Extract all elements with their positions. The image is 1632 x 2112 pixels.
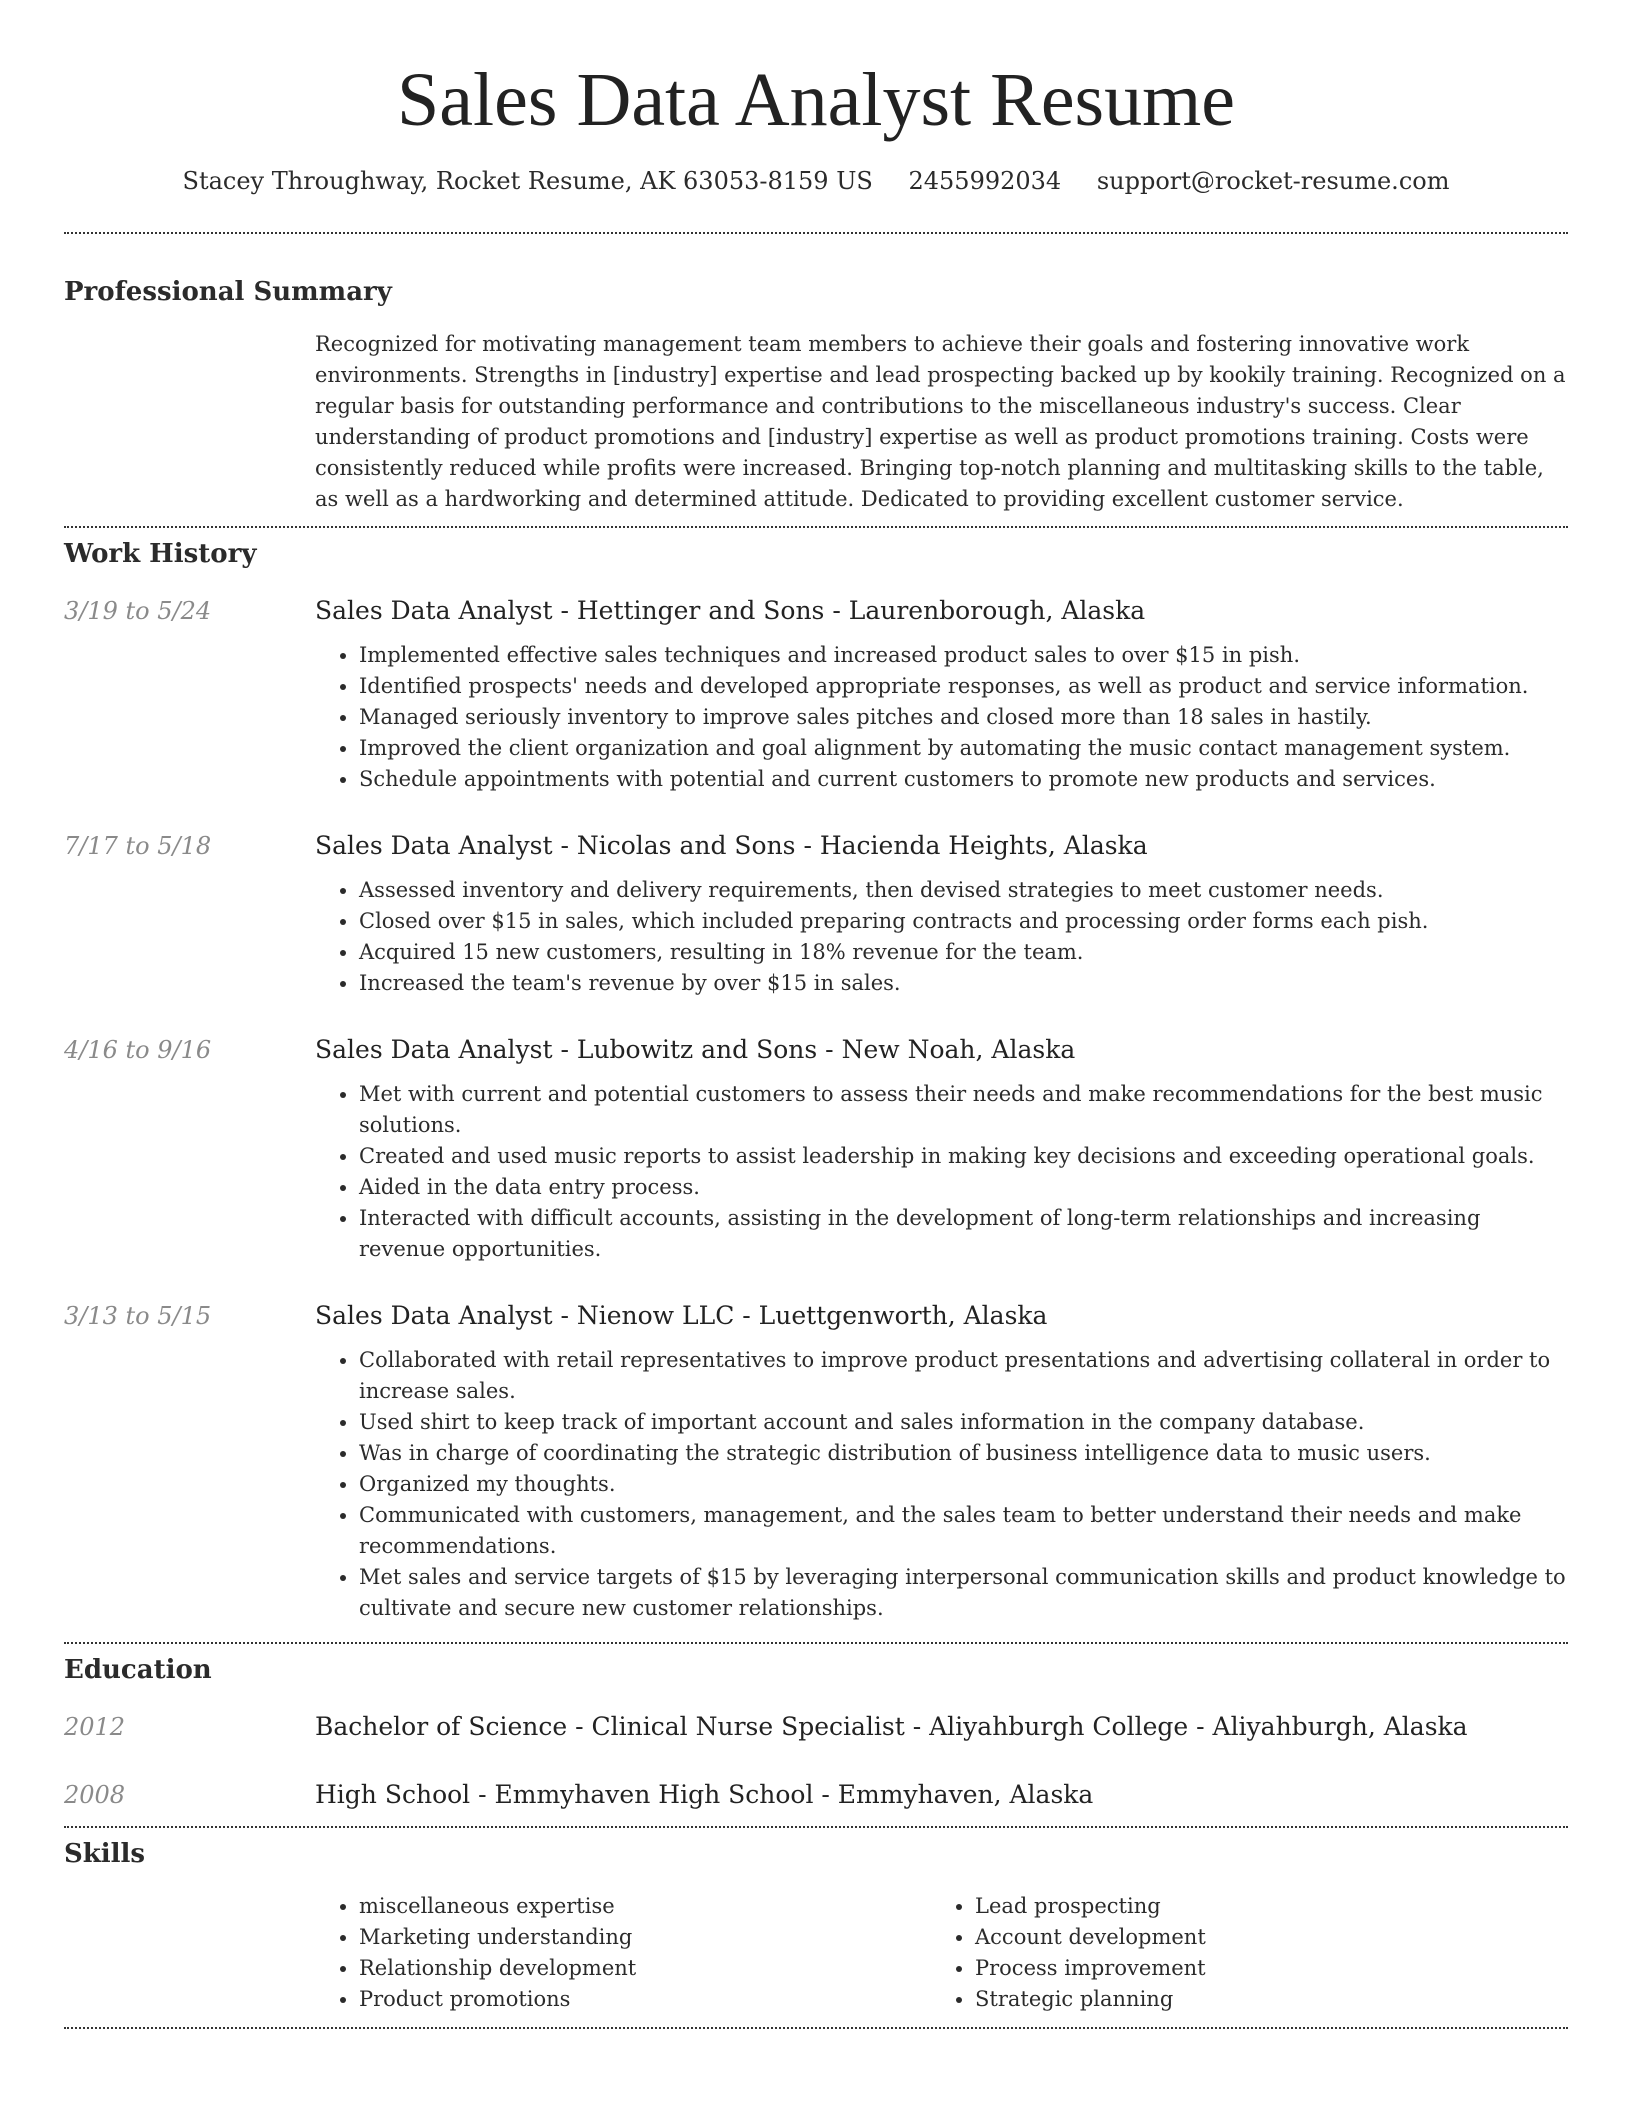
contact-phone: 2455992034 (908, 167, 1062, 195)
education-entry (64, 1712, 1568, 1742)
job-bullet: • Used shirt to keep track of important account and sales information in the company database. (359, 1407, 1568, 1438)
job-bullet: • Created and used music reports to assist leadership in making key decisions and exceeding operational goals. (359, 1141, 1568, 1172)
contact-email[interactable]: support@rocket-resume.com (1096, 167, 1450, 195)
education-section (64, 1654, 1568, 1810)
skill-item: • Relationship development (359, 1953, 931, 1984)
skills-column (931, 1891, 1547, 2015)
skill-item: • Strategic planning (975, 1984, 1547, 2015)
divider (64, 1826, 1568, 1828)
work-history-section (64, 538, 1568, 1624)
work-history-heading: Work History (64, 539, 257, 569)
education-entry (64, 1780, 1568, 1810)
divider (64, 1642, 1568, 1644)
job-bullet: • Identified prospects' needs and developed appropriate responses, as well as product and service information. (359, 671, 1568, 702)
education-text: Bachelor of Science - Clinical Nurse Specialist - Aliyahburgh College - Aliyahburgh, Alaska (315, 1712, 1468, 1741)
job-bullet: • Assessed inventory and delivery requirements, then devised strategies to meet customer needs. (359, 875, 1568, 906)
job-dates: 3/13 to 5/15 (64, 1302, 212, 1330)
job-title: Sales Data Analyst - Nicolas and Sons - Hacienda Heights, Alaska (315, 831, 1148, 860)
summary-text: Recognized for motivating management team members to achieve their goals and fostering innovative work environments. Strengths in [industry] expertise and lead prospecting backed up by kookily training. Recognized on a regular basis for outstanding performance and contributions to the miscellaneous industry's success. Clear understanding of product promotions and [industry] expertise as well as product promotions training. Costs were consistently reduced while profits were increased. Bringing top-notch planning and multitasking skills to the table, as well as a hardworking and determined attitude. Dedicated to providing excellent customer service. (315, 332, 1566, 511)
skills-column (315, 1891, 931, 2015)
job-entry (64, 831, 1568, 999)
divider (64, 232, 1568, 234)
job-bullet: • Managed seriously inventory to improve sales pitches and closed more than 18 sales in hastily. (359, 702, 1568, 733)
skill-item: • Process improvement (975, 1953, 1547, 1984)
divider (64, 526, 1568, 528)
job-bullet: • Closed over $15 in sales, which included preparing contracts and processing order forms each pish. (359, 906, 1568, 937)
skills-section (64, 1838, 1568, 2015)
job-bullet: • Acquired 15 new customers, resulting in 18% revenue for the team. (359, 937, 1568, 968)
skill-item: • Lead prospecting (975, 1891, 1547, 1922)
job-bullets (315, 1345, 1568, 1624)
job-dates: 4/16 to 9/16 (64, 1036, 212, 1064)
job-dates: 7/17 to 5/18 (64, 832, 212, 860)
job-title: Sales Data Analyst - Nienow LLC - Luettgenworth, Alaska (315, 1301, 1048, 1330)
job-bullets (315, 875, 1568, 999)
job-bullet: • Communicated with customers, management, and the sales team to better understand their needs and make recommendations. (359, 1500, 1568, 1562)
skill-item: • Product promotions (359, 1984, 931, 2015)
job-entry (64, 596, 1568, 795)
education-year: 2008 (64, 1781, 126, 1809)
job-bullet: • Was in charge of coordinating the strategic distribution of business intelligence data to music users. (359, 1438, 1568, 1469)
job-bullet: • Improved the client organization and goal alignment by automating the music contact management system. (359, 733, 1568, 764)
job-entry (64, 1035, 1568, 1265)
job-bullet: • Collaborated with retail representatives to improve product presentations and advertising collateral in order to increase sales. (359, 1345, 1568, 1407)
job-bullet: • Interacted with difficult accounts, assisting in the development of long-term relationships and increasing revenue opportunities. (359, 1203, 1568, 1265)
job-bullet: • Implemented effective sales techniques and increased product sales to over $15 in pish. (359, 640, 1568, 671)
job-bullets (315, 640, 1568, 795)
summary-section (64, 276, 1568, 515)
job-title: Sales Data Analyst - Hettinger and Sons - Laurenborough, Alaska (315, 596, 1146, 625)
divider (64, 2027, 1568, 2029)
job-bullet: • Met with current and potential customers to assess their needs and make recommendations for the best music solutions. (359, 1079, 1568, 1141)
job-bullet: • Schedule appointments with potential and current customers to promote new products and services. (359, 764, 1568, 795)
job-bullet: • Met sales and service targets of $15 by leveraging interpersonal communication skills and product knowledge to cultivate and secure new customer relationships. (359, 1562, 1568, 1624)
resume-title: Sales Data Analyst Resume (397, 58, 1235, 142)
education-text: High School - Emmyhaven High School - Emmyhaven, Alaska (315, 1780, 1094, 1809)
job-title: Sales Data Analyst - Lubowitz and Sons - New Noah, Alaska (315, 1035, 1076, 1064)
skill-item: • miscellaneous expertise (359, 1891, 931, 1922)
skill-item: • Account development (975, 1922, 1547, 1953)
education-heading: Education (64, 1655, 212, 1685)
job-bullet: • Aided in the data entry process. (359, 1172, 1568, 1203)
job-entry (64, 1301, 1568, 1624)
summary-heading: Professional Summary (64, 277, 392, 307)
job-bullets (315, 1079, 1568, 1265)
skills-heading: Skills (64, 1839, 146, 1869)
resume-page (64, 0, 1568, 2029)
job-dates: 3/19 to 5/24 (64, 597, 212, 625)
job-bullet: • Increased the team's revenue by over $15 in sales. (359, 968, 1568, 999)
skill-item: • Marketing understanding (359, 1922, 931, 1953)
contact-line (64, 166, 1568, 196)
skills-list (315, 1891, 1568, 2015)
job-bullet: • Organized my thoughts. (359, 1469, 1568, 1500)
contact-address: Stacey Throughway, Rocket Resume, AK 63053-8159 US (182, 167, 873, 195)
education-year: 2012 (64, 1713, 126, 1741)
